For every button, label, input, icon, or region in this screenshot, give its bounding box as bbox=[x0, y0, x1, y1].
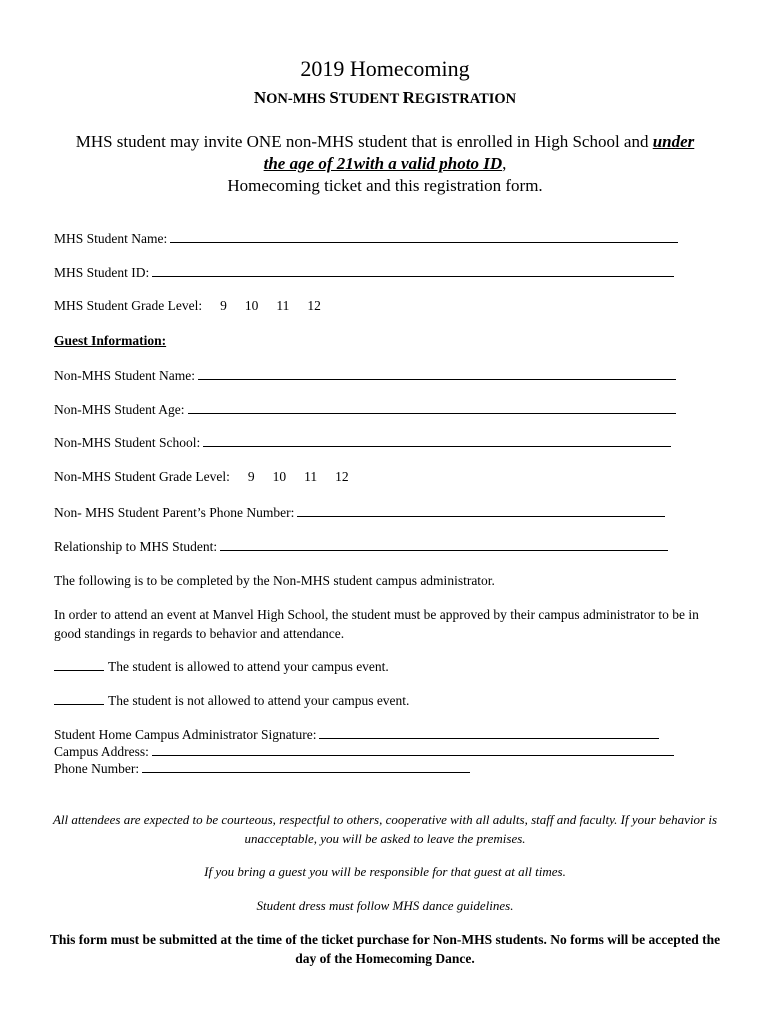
relationship-field[interactable]: Relationship to MHS Student: bbox=[54, 538, 668, 555]
guest-school-line[interactable] bbox=[203, 434, 671, 447]
form-subtitle: NON-MHS STUDENT REGISTRATION bbox=[253, 88, 517, 107]
form-title: 2019 Homecoming bbox=[300, 56, 470, 81]
guest-grade-option-12[interactable]: 12 bbox=[335, 469, 349, 484]
mhs-student-id-line[interactable] bbox=[152, 264, 674, 277]
guest-age-field[interactable]: Non-MHS Student Age: bbox=[54, 401, 676, 418]
intro-text: MHS student may invite ONE non-MHS student that is enrolled in High School and under the age of 21with a valid photo ID, Homecoming ticket and this registration form. bbox=[75, 132, 695, 195]
mhs-student-name-line[interactable] bbox=[170, 230, 678, 243]
phone-number-line[interactable] bbox=[142, 760, 470, 773]
admin-instruction: The following is to be completed by the Non-MHS student campus administrator. bbox=[54, 573, 495, 588]
not-allowed-option[interactable]: The student is not allowed to attend your campus event. bbox=[54, 691, 724, 710]
phone-number-field[interactable]: Phone Number: bbox=[54, 760, 470, 777]
guest-information-heading: Guest Information: bbox=[54, 333, 167, 348]
campus-address-line[interactable] bbox=[152, 743, 674, 756]
guest-grade-option-10[interactable]: 10 bbox=[272, 469, 287, 484]
dress-note: Student dress must follow MHS dance guidelines. bbox=[256, 898, 514, 913]
guest-name-line[interactable] bbox=[198, 367, 676, 380]
guest-age-line[interactable] bbox=[188, 401, 676, 414]
grade-option-9[interactable]: 9 bbox=[220, 298, 227, 313]
guest-grade-option-11[interactable]: 11 bbox=[304, 469, 318, 484]
submission-notice: This form must be submitted at the time of the ticket purchase for Non-MHS students. No forms will be accepted the day of the Homecoming Dance. bbox=[49, 932, 721, 966]
grade-option-12[interactable]: 12 bbox=[307, 298, 321, 313]
guest-grade-field: Non-MHS Student Grade Level: 9 10 11 12 bbox=[54, 469, 349, 484]
conduct-note: All attendees are expected to be courteous, respectful to others, cooperative with all adults, staff and faculty. If your behavior is unacceptable, you will be asked to leave the premises. bbox=[52, 812, 718, 846]
campus-address-field[interactable]: Campus Address: bbox=[54, 743, 674, 760]
allowed-option[interactable]: The student is allowed to attend your campus event. bbox=[54, 657, 724, 676]
grade-option-11[interactable]: 11 bbox=[276, 298, 290, 313]
approval-text: In order to attend an event at Manvel High School, the student must be approved by their campus administrator to be in good standings in regards to behavior and attendance. bbox=[54, 607, 699, 641]
admin-signature-line[interactable] bbox=[319, 726, 659, 739]
not-allowed-blank[interactable] bbox=[54, 692, 104, 705]
guest-grade-option-9[interactable]: 9 bbox=[247, 469, 255, 484]
admin-signature-field[interactable]: Student Home Campus Administrator Signature: bbox=[54, 726, 659, 743]
mhs-student-name-field[interactable]: MHS Student Name: bbox=[54, 230, 678, 247]
grade-option-10[interactable]: 10 bbox=[244, 298, 259, 313]
guest-school-field[interactable]: Non-MHS Student School: bbox=[54, 434, 671, 451]
guest-name-field[interactable]: Non-MHS Student Name: bbox=[54, 367, 676, 384]
responsibility-note: If you bring a guest you will be responsible for that guest at all times. bbox=[204, 864, 566, 879]
mhs-student-grade-field: MHS Student Grade Level: 9 10 11 12 bbox=[54, 298, 321, 313]
guest-parent-phone-field[interactable]: Non- MHS Student Parent’s Phone Number: bbox=[54, 504, 665, 521]
relationship-line[interactable] bbox=[220, 538, 668, 551]
mhs-student-id-field[interactable]: MHS Student ID: bbox=[54, 264, 674, 281]
allowed-blank[interactable] bbox=[54, 658, 104, 671]
guest-parent-phone-line[interactable] bbox=[297, 504, 665, 517]
